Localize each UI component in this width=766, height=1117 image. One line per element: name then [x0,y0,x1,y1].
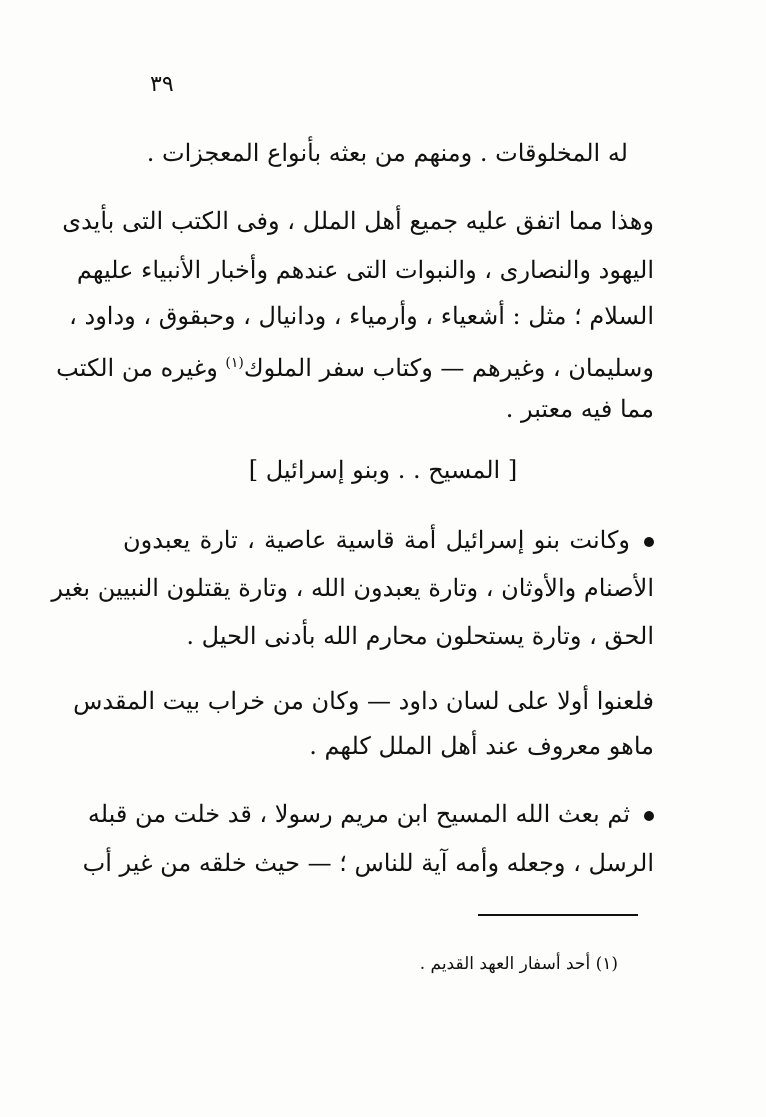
page-number: ٣٩ [150,72,174,97]
bullet-icon [644,811,654,821]
text-line-5-end: وغيره من الكتب [56,354,218,382]
text-line-5-start: وسليمان ، وغيرهم — وكتاب سفر الملوك [243,354,654,382]
text-line-7-text: وكانت بنو إسرائيل أمة قاسية عاصية ، تارة يعبدون [123,526,630,554]
text-line-5 [56,345,654,386]
text-line-12 [87,796,654,832]
text-line-2: وهذا مما اتفق عليه جميع أهل الملل ، وفى الكتب التى بأيدى [62,207,654,235]
text-line-11: ماهو معروف عند أهل الملل كلهم . [309,732,654,760]
text-line-1: له المخلوقات . ومنهم من بعثه بأنواع المعجزات . [146,139,628,167]
text-line-13: الرسل ، وجعله وأمه آية للناس ؛ — حيث خلقه من غير أب [82,849,654,877]
footnote-marker: (١) [225,355,244,371]
text-line-6: مما فيه معتبر . [505,395,654,423]
bullet-icon [644,537,654,547]
text-line-7 [123,522,654,558]
text-line-4: السلام ؛ مثل : أشعياء ، وأرمياء ، ودانيال ، وحبقوق ، وداود ، [69,302,654,330]
text-line-10: فلعنوا أولا على لسان داود — وكان من خراب بيت المقدس [73,687,654,715]
text-line-9: الحق ، وتارة يستحلون محارم الله بأدنى الحيل . [186,622,654,650]
text-line-3: اليهود والنصارى ، والنبوات التى عندهم وأخبار الأنبياء عليهم [76,256,654,284]
footnote: (١) أحد أسفار العهد القديم . [419,954,618,974]
section-heading: [ المسيح . . وبنو إسرائيل ] [248,456,518,484]
text-line-12-text: ثم بعث الله المسيح ابن مريم رسولا ، قد خلت من قبله [87,800,630,828]
footnote-divider [478,914,638,916]
text-line-8: الأصنام والأوثان ، وتارة يعبدون الله ، وتارة يقتلون النبيين بغير [51,574,654,602]
